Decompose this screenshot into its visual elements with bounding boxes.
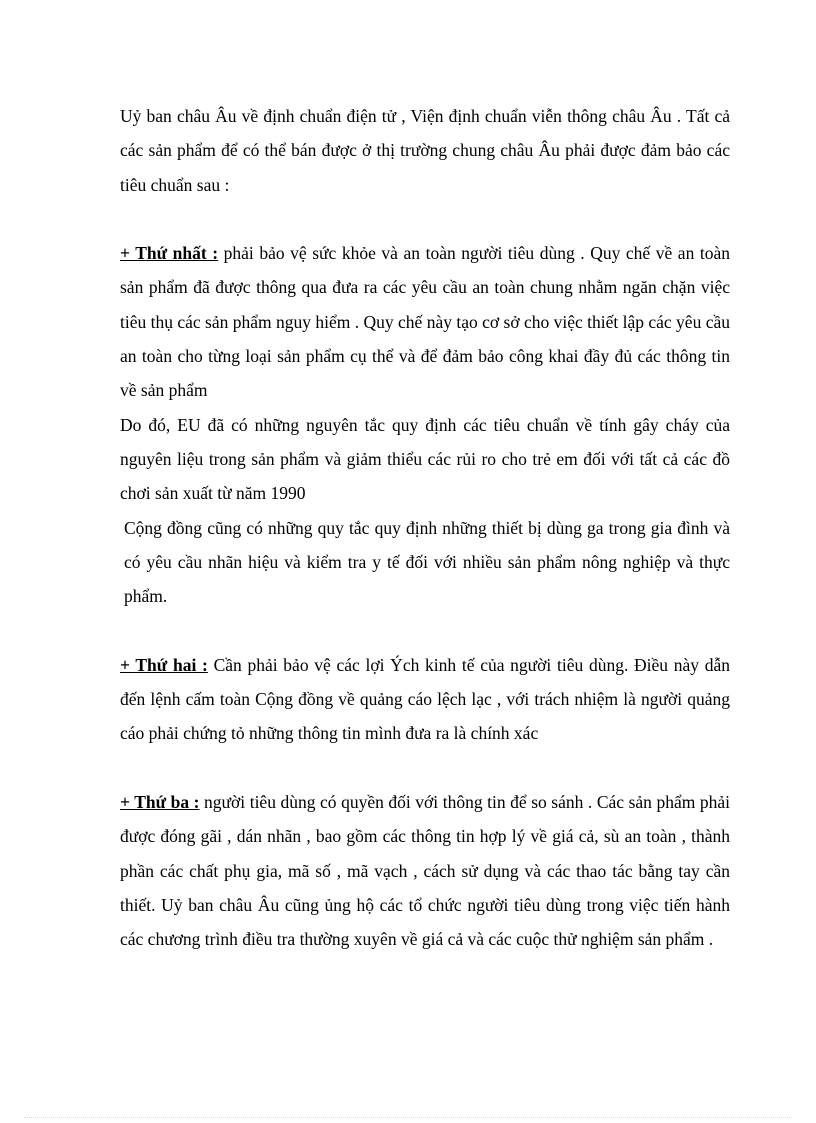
second-requirement-text: Cần phải bảo vệ các lợi Ých kinh tế của người tiêu dùng. Điều này dẫn đến lệnh cấm toàn Cộng đồng về quảng cáo lệch lạc , với trách nhiệm là người quảng cáo phải chứng tỏ những thông tin mình đưa ra là chính xác [120, 654, 730, 744]
document-body [120, 99, 730, 956]
third-requirement-paragraph [120, 785, 730, 956]
paragraph-spacer [120, 613, 730, 647]
community-paragraph: Cộng đồng cũng có những quy tắc quy định những thiết bị dùng ga trong gia đình và có yêu cầu nhãn hiệu và kiểm tra y tế đối với nhiều sản phẩm nông nghiệp và thực phẩm. [124, 517, 730, 607]
first-requirement-text: phải bảo vệ sức khỏe và an toàn người tiêu dùng . Quy chế về an toàn sản phẩm đã được thông qua đưa ra các yêu cầu an toàn chung nhằm ngăn chặn việc tiêu thụ các sản phẩm nguy hiểm . Quy chế này tạo cơ sở cho việc thiết lập các yêu cầu an toàn cho từng loại sản phẩm cụ thể và để đảm bảo công khai đầy đủ các thông tin về sản phẩm [120, 243, 731, 401]
first-requirement-label: + Thứ nhất : [120, 243, 219, 264]
page-bottom-rule [24, 1117, 792, 1118]
third-requirement-text: người tiêu dùng có quyền đối với thông tin để so sánh . Các sản phẩm phải được đóng gãi , dán nhãn , bao gồm các thông tin hợp lý về giá cả, sù an toàn , thành phần các chất phụ gia, mã số , mã vạch , cách sử dụng và các thao tác bằng tay cần thiết. Uỷ ban châu Âu cũng ủng hộ các tổ chức người tiêu dùng trong việc tiến hành các chương trình điều tra thường xuyên về giá cả và các cuộc thử nghiệm sản phẩm . [120, 791, 731, 950]
third-requirement-label: + Thứ ba : [120, 791, 200, 812]
paragraph-spacer [120, 202, 730, 236]
second-requirement-label: + Thứ hai : [120, 654, 208, 675]
paragraph-spacer [120, 751, 730, 785]
intro-paragraph: Uỷ ban châu Âu về định chuẩn điện tử , Viện định chuẩn viễn thông châu Âu . Tất cả các sản phẩm để có thể bán được ở thị trường chung châu Âu phải được đảm bảo các tiêu chuẩn sau : [120, 106, 730, 195]
second-requirement-paragraph [120, 648, 730, 751]
first-followup-paragraph: Do đó, EU đã có những nguyên tắc quy định các tiêu chuẩn về tính gây cháy của nguyên liệu trong sản phẩm và giảm thiểu các rủi ro cho trẻ em đối với tất cả các đồ chơi sản xuất từ năm 1990 [120, 414, 730, 504]
first-requirement-paragraph [120, 236, 730, 407]
